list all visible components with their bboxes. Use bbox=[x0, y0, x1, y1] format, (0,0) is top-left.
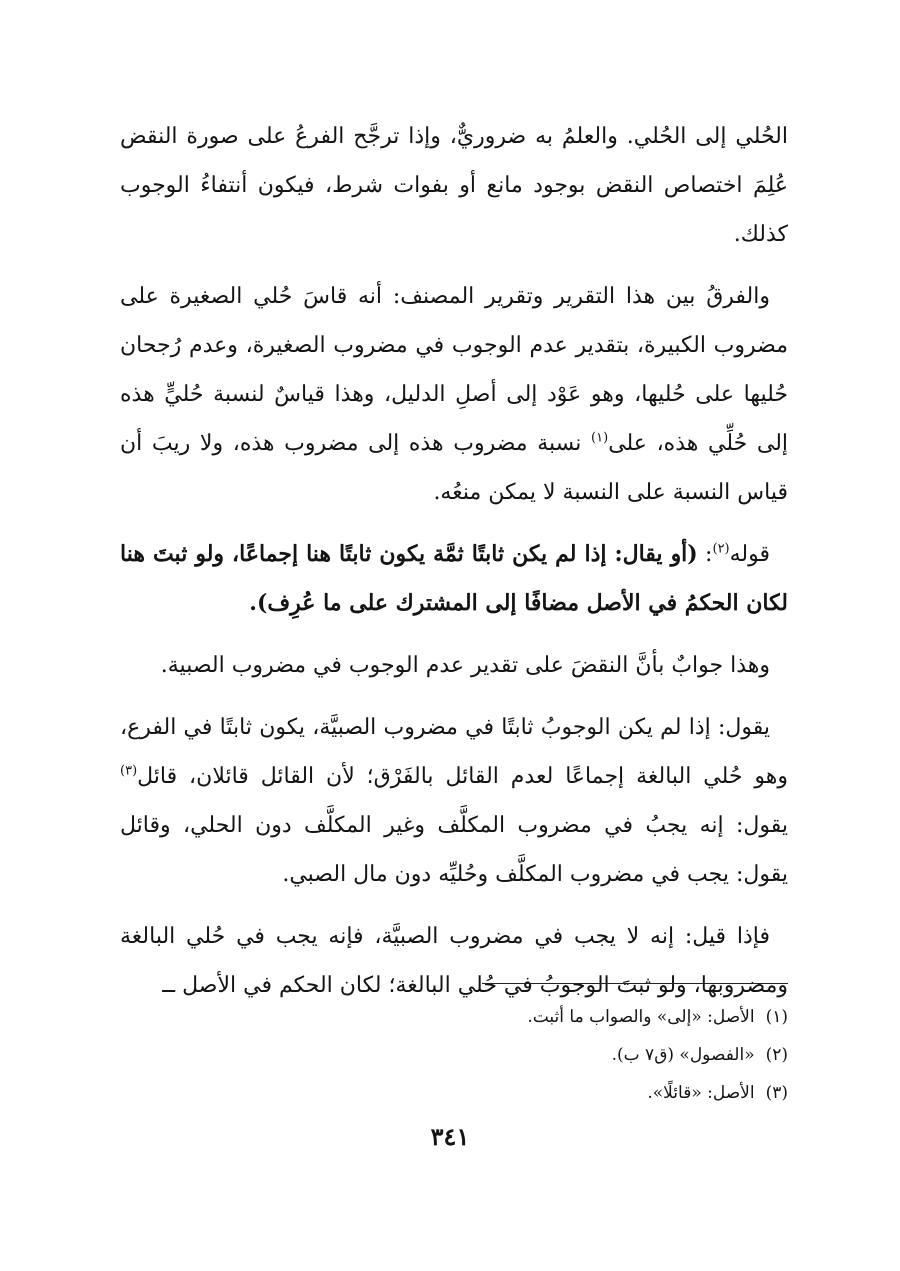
footnote-3 bbox=[120, 1074, 788, 1112]
footnote-text: الأصل: «إلى» والصواب ما أثبت. bbox=[527, 1007, 755, 1027]
footnotes bbox=[120, 998, 788, 1112]
footnote-2 bbox=[120, 1036, 788, 1074]
footnote-1 bbox=[120, 998, 788, 1036]
paragraph-colon: : bbox=[697, 542, 713, 567]
paragraph-text: وهذا جوابٌ بأنَّ النقضَ على تقدير عدم الوجوب في مضروب الصبية. bbox=[160, 653, 770, 678]
footnote-text: الأصل: «قائلًا». bbox=[647, 1083, 755, 1103]
footnote-marker-1: (١) bbox=[591, 430, 609, 446]
paragraph-text: والفرقُ بين هذا التقرير وتقرير المصنف: أنه قاسَ حُلي الصغيرة على مضروب الكبيرة، بتقدير عدم الوجوب في مضروب الصغيرة، وعدم رُجحان حُليها على حُليها، وهو عَوْد إلى أصلِ الدليل، وهذا قياسٌ لنسبة حُليٍّ هذه إلى حُلِّي هذه، على bbox=[120, 284, 789, 456]
paragraph-text: يقول: إذا لم يكن الوجوبُ ثابتًا في مضروب الصبيَّة، يكون ثابتًا في الفرع، وهو حُلي البالغة إجماعًا لعدم القائل بالفَرْق؛ لأن القائل قائلان، قائل bbox=[120, 715, 788, 789]
paragraph-4 bbox=[120, 641, 788, 690]
footnote-marker-3: (٣) bbox=[120, 763, 138, 779]
paragraph-text: نسبة مضروب هذه إلى مضروب هذه، ولا ريبَ أن قياس النسبة على النسبة لا يمكن منعُه. bbox=[120, 431, 788, 505]
footnote-number: (٣) bbox=[765, 1083, 788, 1103]
footnote-number: (١) bbox=[765, 1007, 788, 1027]
paragraph-1 bbox=[120, 112, 788, 259]
main-text bbox=[120, 112, 788, 1023]
paragraph-2 bbox=[120, 272, 788, 517]
page-number: ٣٤١ bbox=[430, 1122, 470, 1151]
footnote-number: (٢) bbox=[765, 1045, 788, 1065]
paragraph-5 bbox=[120, 703, 788, 899]
paragraph-text: يقول: إنه يجبُ في مضروب المكلَّف وغير المكلَّف دون الحلي، وقائل يقول: يجب في مضروب المكلَّف وحُليِّه دون مال الصبي. bbox=[120, 813, 788, 887]
paragraph-text: الحُلي إلى الحُلي. والعلمُ به ضروريٌّ، وإذا ترجَّح الفرعُ على صورة النقض عُلِمَ اختصاص النقض بوجود مانع أو بفوات شرط، فيكون أنتفاءُ الوجوب كذلك. bbox=[120, 124, 788, 247]
paragraph-3 bbox=[120, 530, 788, 628]
quoted-text: (أو يقال: إذا لم يكن ثابتًا ثمَّة يكون ثابتًا هنا إجماعًا، ولو ثبتَ هنا لكان الحكمُ في الأصل مضافًا إلى المشترك على ما عُرِف). bbox=[120, 541, 788, 616]
paragraph-text: فإذا قيل: إنه لا يجب في مضروب الصبيَّة، فإنه يجب في حُلي البالغة ومضروبها، ولو ثبتَ الوجوبُ في حُلي البالغة؛ لكان الحكم في الأصل ــ bbox=[120, 924, 788, 998]
footnote-divider bbox=[482, 983, 788, 984]
footnote-marker-2: (٢) bbox=[712, 541, 730, 557]
paragraph-lead: قوله bbox=[729, 542, 771, 567]
paragraph-6 bbox=[120, 912, 788, 1010]
footnote-text: «الفصول» (ق٧ ب). bbox=[611, 1045, 755, 1065]
